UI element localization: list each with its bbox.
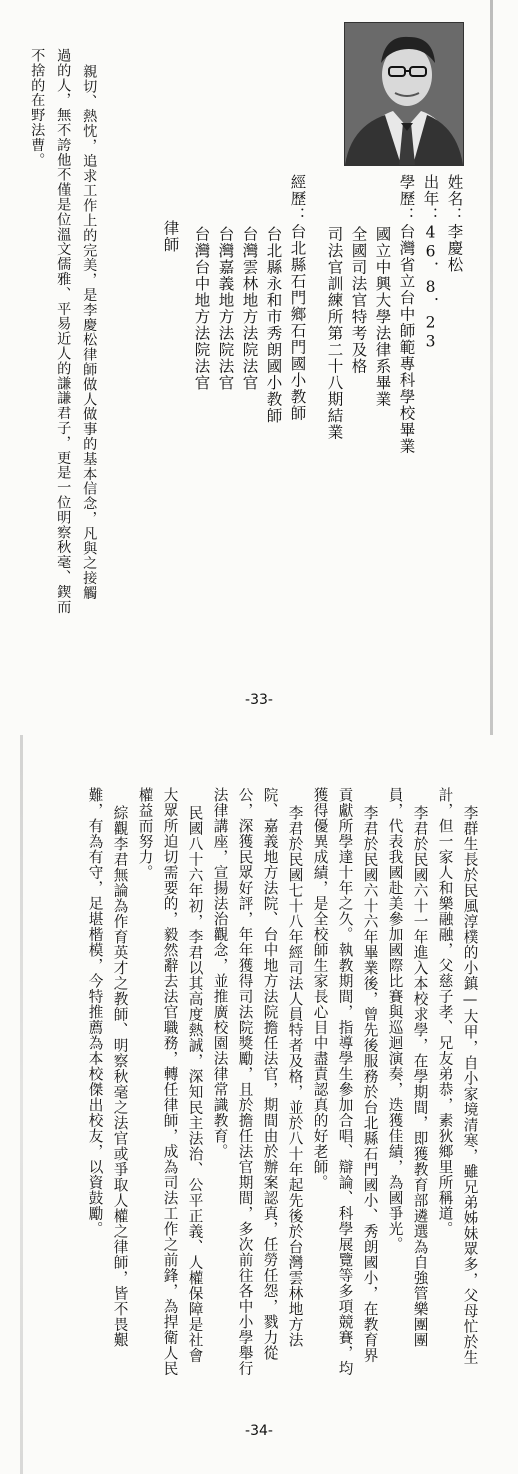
body-line-1: 李群生長於民風淳樸的小鎮—大甲，自小家境清寒，雖兄弟姊妹眾多，父母忙於生 <box>461 805 479 1366</box>
body-line-16: 難，有為有守，足堪楷模，今特推薦為本校傑出校友，以資鼓勵。 <box>86 787 104 1237</box>
experience-line-1: 經歷：台北縣石門鄉石門國小教師 <box>288 174 307 422</box>
body-line-12: 民國八十六年初，李君以其高度熱誠，深知民主法治、公平正義、人權保障是社會 <box>186 805 204 1363</box>
education-line-4: 司法官訓練所第二十八期結業 <box>325 226 344 441</box>
experience-line-6: 律師 <box>161 220 180 253</box>
portrait-photo <box>344 22 464 166</box>
education-line-2: 國立中興大學法律系畢業 <box>373 226 392 408</box>
experience-line-5: 台灣台中地方法院法官 <box>192 226 211 391</box>
scan-edge-line <box>20 735 23 1474</box>
portrait-photo-icon <box>345 23 463 165</box>
body-line-2: 計，但一家人和樂融融，父慈子孝、兄友弟恭，素狄鄉里所稱道。 <box>436 787 454 1237</box>
body-line-10: 公，深獲民眾好評，年年獲得司法院獎勵，且於擔任法官期間，多次前往各中小學舉行 <box>236 787 254 1376</box>
experience-line-2: 台北縣永和市秀朗國小教師 <box>264 226 283 424</box>
scan-edge-line <box>490 0 493 735</box>
paragraph-line-3: 不捨的在野法曹。 <box>29 48 46 168</box>
page-34 <box>0 735 518 1474</box>
body-line-7: 獲得優異成績，是全校師生家長心目中盡責認真的好老師。 <box>311 787 329 1190</box>
birth-line: 出年：46．8．23 <box>421 174 440 352</box>
body-line-5: 李君於民國六十六年畢業後，曾先後服務於台北縣石門國小、秀朗國小，在教育界 <box>361 805 379 1363</box>
page-number: -34- <box>245 1423 273 1439</box>
body-line-15: 綜觀李君無論為作育英才之教師、明察秋毫之法官或爭取人權之律師，皆不畏艱 <box>111 805 129 1348</box>
body-line-13: 大眾所迫切需要的，毅然辭去法官職務，轉任律師，成為司法工作之前鋒，為捍衛人民 <box>161 787 179 1376</box>
body-line-6: 貢獻所學達十年之久。執教期間，指導學生參加合唱、辯論、科學展覽等多項競賽，均 <box>336 787 354 1376</box>
paragraph-line-1: 親切、熱忱，追求工作上的完美，是李慶松律師做人做事的基本信念，凡與之接觸 <box>81 64 98 601</box>
body-line-11: 法律講座，宣揚法治觀念，並推廣校園法律常識教育。 <box>211 787 229 1159</box>
name-line: 姓名：李慶松 <box>445 174 464 273</box>
body-line-4: 員，代表我國赴美參加國際比賽與巡迴演奏，迭獲佳績，為國爭光。 <box>386 787 404 1252</box>
education-line-1: 學歷：台灣省立台中師範專科學校畢業 <box>397 174 416 455</box>
body-line-3: 李君於民國六十一年進入本校求學，在學期間，即獲教育部遴選為自強管樂團團 <box>411 805 429 1348</box>
experience-line-4: 台灣嘉義地方法院法官 <box>216 226 235 391</box>
education-line-3: 全國司法官特考及格 <box>349 226 368 375</box>
body-line-8: 李君於民國七十八年經司法人員特者及格，並於八十年起先後於台灣雲林地方法 <box>286 805 304 1348</box>
page-33 <box>0 0 518 735</box>
page-number: -33- <box>245 692 273 708</box>
body-line-9: 院、嘉義地方法院、台中地方法院擔任法官，期間由於辦案認真，任勞任怨，戮力從 <box>261 787 279 1361</box>
experience-line-3: 台灣雲林地方法院法官 <box>240 226 259 391</box>
body-line-14: 權益而努力。 <box>136 787 154 880</box>
paragraph-line-2: 過的人，無不誇他不僅是位溫文儒雅、平易近人的謙謙君子，更是一位明察秋毫、鍥而 <box>55 48 72 615</box>
